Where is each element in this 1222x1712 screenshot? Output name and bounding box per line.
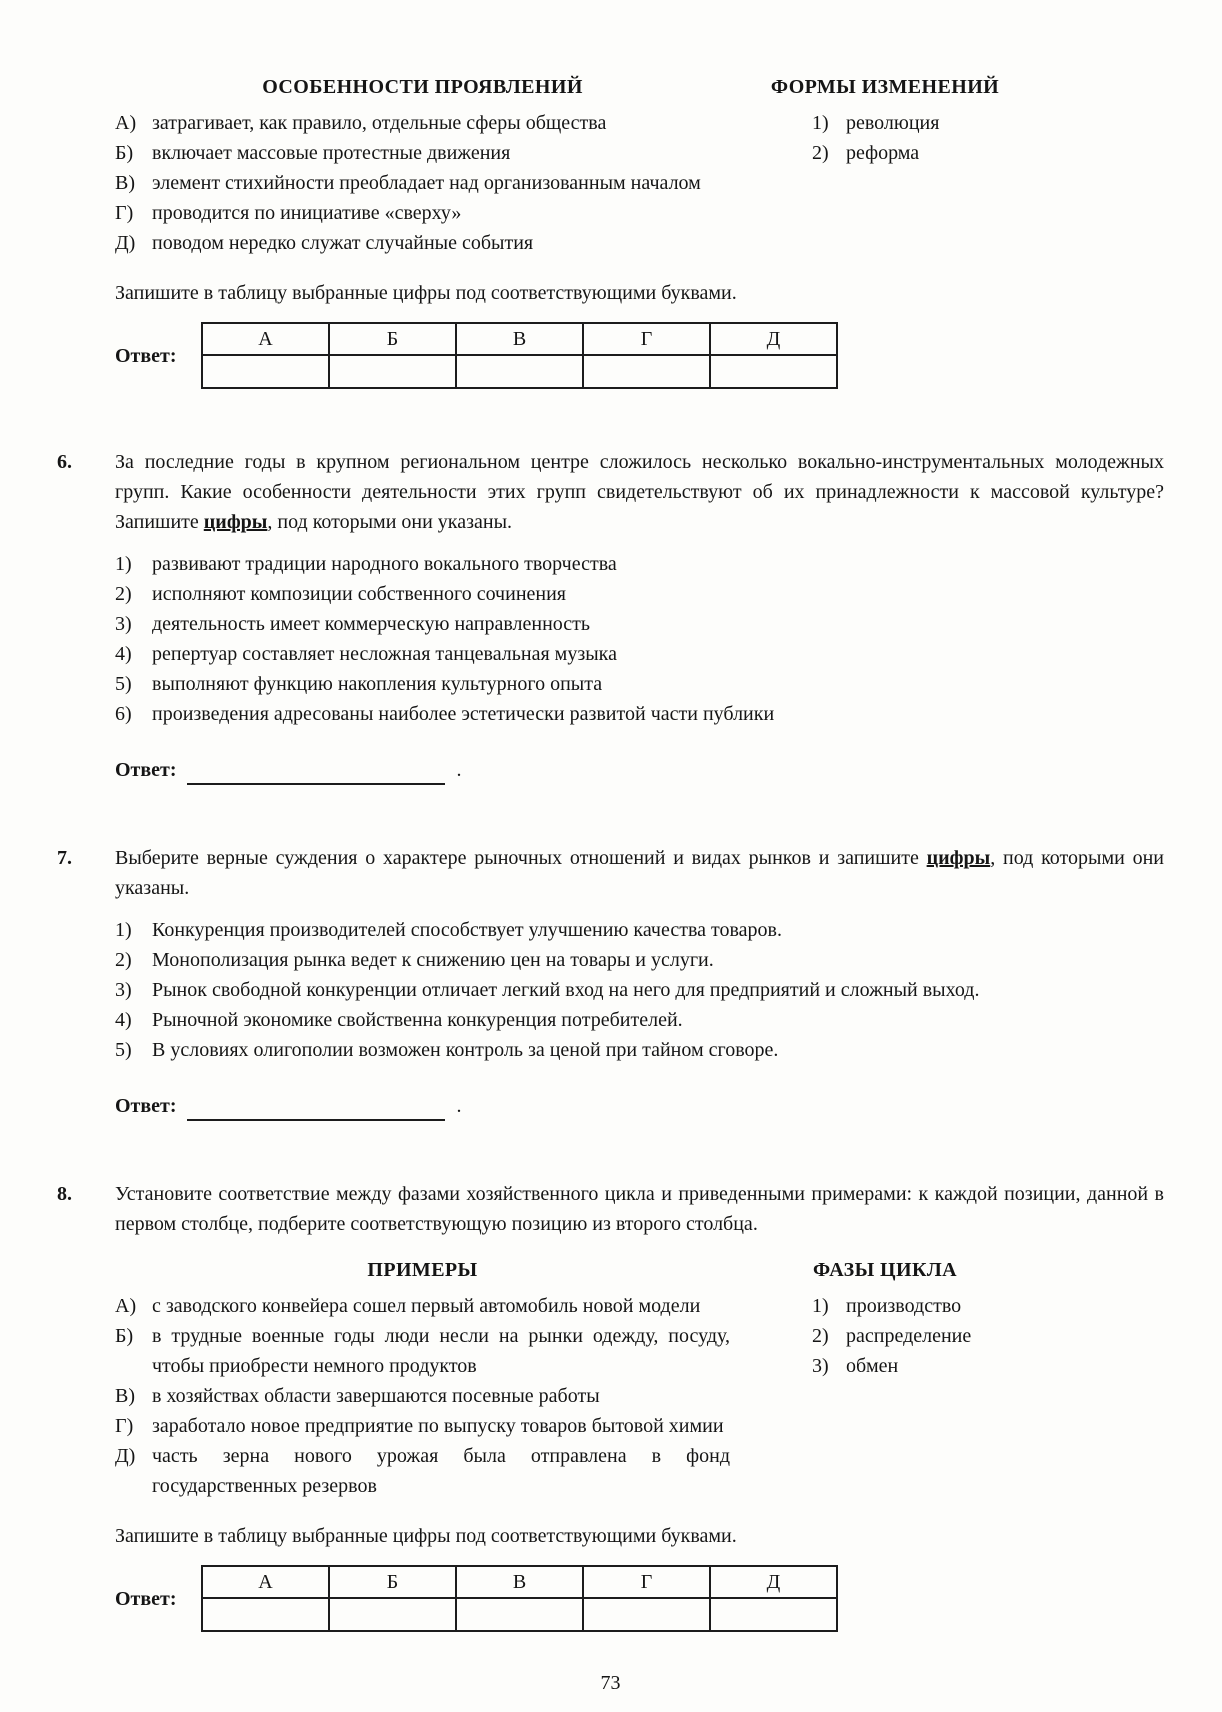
table-instruction: Запишите в таблицу выбранные цифры под соответствующими буквами.	[115, 1525, 737, 1547]
question-number: 8.	[57, 1183, 72, 1205]
table-header-cell: Г	[583, 1566, 710, 1598]
item-text: производство	[846, 1295, 962, 1317]
answer-row	[115, 1565, 1164, 1632]
matching-left-column	[115, 72, 730, 258]
answer-cell	[329, 355, 456, 388]
item-text: Монополизация рынка ведет к снижению цен на товары и услуги.	[152, 949, 714, 971]
answer-line	[115, 1091, 1164, 1121]
item-marker: Г)	[115, 202, 134, 224]
table-header-cell: Д	[710, 323, 837, 355]
answer-cell	[710, 355, 837, 388]
emphasized-word: цифры	[203, 511, 268, 533]
matching-columns	[115, 1255, 1164, 1501]
item-marker: 1)	[812, 1295, 829, 1317]
item-text: заработало новое предприятие по выпуску товаров бытовой химии	[152, 1415, 724, 1437]
item-text: часть зерна нового урожая была отправлена в фонд государственных резервов	[152, 1445, 730, 1497]
question-body	[115, 843, 1164, 1121]
item-marker: Д)	[115, 232, 136, 254]
item-marker: А)	[115, 1295, 137, 1317]
question-7	[57, 843, 1164, 1121]
question-number: 7.	[57, 847, 72, 869]
answer-cell	[202, 355, 329, 388]
item-marker: 4)	[115, 643, 132, 665]
item-marker: 6)	[115, 703, 132, 725]
item-text: обмен	[846, 1355, 899, 1377]
item-marker: 2)	[115, 583, 132, 605]
table-instruction: Запишите в таблицу выбранные цифры под соответствующими буквами.	[115, 282, 737, 304]
item-text: реформа	[846, 142, 920, 164]
item-text: затрагивает, как правило, отдельные сферы общества	[152, 112, 607, 134]
item-text: революция	[846, 112, 940, 134]
question-text-part: , под которыми они указаны.	[115, 847, 1165, 899]
list-item	[760, 1291, 1010, 1321]
item-text: распределение	[846, 1325, 972, 1347]
item-marker: 3)	[115, 979, 132, 1001]
answer-cell	[202, 1598, 329, 1631]
item-marker: 2)	[115, 949, 132, 971]
answer-table	[201, 1565, 838, 1632]
item-marker: 5)	[115, 673, 132, 695]
item-marker: А)	[115, 112, 137, 134]
answer-row	[115, 322, 1164, 389]
option-item	[115, 699, 1164, 729]
column-header-examples: ПРИМЕРЫ	[367, 1259, 478, 1281]
matching-columns	[115, 72, 1164, 258]
table-header-cell: В	[456, 323, 583, 355]
list-item	[115, 138, 730, 168]
answer-line	[115, 755, 1164, 785]
table-answer-row	[202, 355, 837, 388]
list-item	[760, 108, 1010, 138]
item-marker: В)	[115, 172, 135, 194]
matching-right-column	[760, 72, 1010, 168]
list-item	[115, 1291, 730, 1321]
question-text: Установите соответствие между фазами хозяйственного цикла и приведенными примерами: к каждой позиции, данной в первом столбце, подберите соответствующую позицию из второго столбца.	[115, 1183, 1164, 1235]
item-marker: 4)	[115, 1009, 132, 1031]
table-header-cell: Д	[710, 1566, 837, 1598]
answer-cell	[583, 1598, 710, 1631]
answer-period: .	[456, 1095, 462, 1117]
item-text: включает массовые протестные движения	[152, 142, 511, 164]
emphasized-word: цифры	[926, 847, 991, 869]
question-text	[115, 843, 1164, 903]
table-header-cell: Б	[329, 323, 456, 355]
option-item	[115, 945, 1164, 975]
answer-blank-line	[187, 1099, 445, 1121]
item-text: репертуар составляет несложная танцевальная музыка	[152, 643, 617, 665]
item-text: в хозяйствах области завершаются посевные работы	[152, 1385, 600, 1407]
option-item	[115, 609, 1164, 639]
page-number: 73	[600, 1672, 621, 1694]
table-header-row	[202, 1566, 837, 1598]
column-header-features: ОСОБЕННОСТИ ПРОЯВЛЕНИЙ	[262, 76, 583, 98]
question-text	[115, 447, 1164, 537]
option-item	[115, 915, 1164, 945]
list-item	[115, 228, 730, 258]
list-item	[760, 138, 1010, 168]
question-8	[57, 1179, 1164, 1632]
question-text-part: , под которыми они указаны.	[267, 511, 513, 533]
item-text: исполняют композиции собственного сочинения	[152, 583, 567, 605]
item-marker: 5)	[115, 1039, 132, 1061]
item-text: выполняют функцию накопления культурного опыта	[152, 673, 603, 695]
item-marker: 2)	[812, 1325, 829, 1347]
item-marker: 3)	[115, 613, 132, 635]
item-text: с заводского конвейера сошел первый автомобиль новой модели	[152, 1295, 701, 1317]
list-item	[115, 198, 730, 228]
answer-label: Ответ:	[115, 1095, 177, 1117]
item-marker: Г)	[115, 1415, 134, 1437]
answer-label: Ответ:	[115, 1587, 177, 1610]
answer-cell	[329, 1598, 456, 1631]
table-answer-row	[202, 1598, 837, 1631]
answer-label: Ответ:	[115, 759, 177, 781]
item-text: элемент стихийности преобладает над организованным началом	[152, 172, 701, 194]
list-item	[760, 1321, 1010, 1351]
matching-right-column	[760, 1255, 1010, 1381]
item-marker: В)	[115, 1385, 135, 1407]
option-item	[115, 975, 1164, 1005]
option-item	[115, 1035, 1164, 1065]
question-body	[115, 447, 1164, 785]
question-body	[115, 1179, 1164, 1632]
option-item	[115, 1005, 1164, 1035]
list-item	[115, 168, 730, 198]
item-marker: 3)	[812, 1355, 829, 1377]
item-text: деятельность имеет коммерческую направленность	[152, 613, 591, 635]
table-header-cell: В	[456, 1566, 583, 1598]
item-marker: 1)	[812, 112, 829, 134]
answer-cell	[456, 355, 583, 388]
item-text: развивают традиции народного вокального творчества	[152, 553, 617, 575]
answer-period: .	[456, 759, 462, 781]
option-item	[115, 579, 1164, 609]
matching-block-top	[57, 72, 1164, 389]
answer-cell	[456, 1598, 583, 1631]
item-text: поводом нередко служат случайные события	[152, 232, 534, 254]
list-item	[760, 1351, 1010, 1381]
item-marker: 1)	[115, 553, 132, 575]
matching-left-column	[115, 1255, 730, 1501]
answer-label: Ответ:	[115, 344, 177, 367]
table-header-cell: Б	[329, 1566, 456, 1598]
item-text: Рынок свободной конкуренции отличает легкий вход на него для предприятий и сложный выход.	[152, 979, 980, 1001]
table-header-row	[202, 323, 837, 355]
option-item	[115, 549, 1164, 579]
item-marker: Б)	[115, 142, 134, 164]
item-text: проводится по инициативе «сверху»	[152, 202, 462, 224]
item-text: произведения адресованы наиболее эстетически развитой части публики	[152, 703, 775, 725]
item-marker: Д)	[115, 1445, 136, 1467]
list-item	[115, 1381, 730, 1411]
list-item	[115, 108, 730, 138]
option-item	[115, 669, 1164, 699]
question-text-part: Выберите верные суждения о характере рыночных отношений и видах рынков и запишите	[115, 847, 927, 869]
question-6	[57, 447, 1164, 785]
item-marker: 2)	[812, 142, 829, 164]
question-number: 6.	[57, 451, 72, 473]
column-header-forms: ФОРМЫ ИЗМЕНЕНИЙ	[770, 76, 1000, 98]
options-list	[115, 549, 1164, 729]
item-marker: 1)	[115, 919, 132, 941]
item-text: Рыночной экономике свойственна конкуренция потребителей.	[152, 1009, 683, 1031]
table-header-cell: Г	[583, 323, 710, 355]
item-marker: Б)	[115, 1325, 134, 1347]
options-list	[115, 915, 1164, 1065]
list-item	[115, 1441, 730, 1501]
answer-cell	[583, 355, 710, 388]
option-item	[115, 639, 1164, 669]
table-header-cell: А	[202, 1566, 329, 1598]
item-text: Конкуренция производителей способствует улучшению качества товаров.	[152, 919, 782, 941]
list-item	[115, 1411, 730, 1441]
answer-cell	[710, 1598, 837, 1631]
answer-blank-line	[187, 763, 445, 785]
list-item	[115, 1321, 730, 1381]
item-text: В условиях олигополии возможен контроль за ценой при тайном сговоре.	[152, 1039, 779, 1061]
table-header-cell: А	[202, 323, 329, 355]
answer-table	[201, 322, 838, 389]
item-text: в трудные военные годы люди несли на рынки одежду, посуду, чтобы приобрести немного продуктов	[152, 1325, 730, 1377]
column-header-phases: ФАЗЫ ЦИКЛА	[812, 1259, 958, 1281]
question-text-part: За последние годы в крупном региональном центре сложилось несколько вокально-инструментальных молодежных групп. Какие особенности деятельности этих групп свидетельствуют об их принадлежности к массовой культуре? Запишите	[115, 451, 1164, 533]
